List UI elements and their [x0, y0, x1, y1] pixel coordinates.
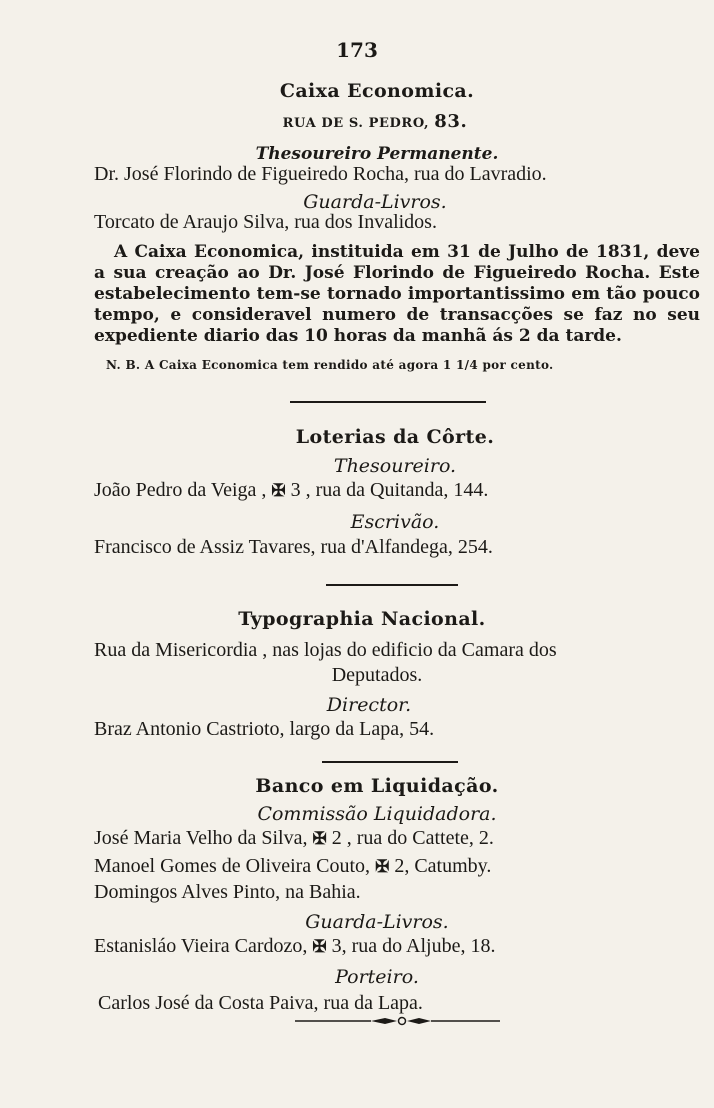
caixa-paragraph: A Caixa Economica, instituida em 31 de Julho de 1831, deve a sua creação ao Dr. José Florindo de Figueiredo Rocha. Este estabelecimento tem-se tornado importantissimo em tão pouco tempo, e consideravel numero de transacções se faz no seu expediente diario das 10 horas da manhã ás 2 da tarde.	[94, 242, 700, 346]
banco-member-3: Domingos Alves Pinto, na Bahia.	[94, 881, 361, 903]
banco-role-porter: Porteiro.	[335, 966, 419, 988]
loterias-person-treasurer-rest: 3 , rua da Quitanda, 144.	[290, 479, 489, 501]
banco-member-1-rest: 2 , rua do Cattete, 2.	[331, 827, 494, 849]
banco-member-1-name: José Maria Velho da Silva,	[94, 827, 308, 849]
loterias-person-treasurer	[94, 479, 488, 502]
order-cross-icon: ✠	[312, 937, 327, 956]
caixa-address-text: RUA DE S. PEDRO,	[282, 116, 430, 131]
page-number: 173	[336, 38, 378, 62]
banco-person-porter: Carlos José da Costa Paiva, rua da Lapa.	[98, 992, 423, 1014]
typographia-address-line1: Rua da Misericordia , nas lojas do edificio da Camara dos	[94, 639, 557, 661]
loterias-role-treasurer: Thesoureiro.	[333, 455, 457, 477]
caixa-title: Caixa Economica.	[279, 80, 475, 102]
banco-person-bookkeeper-rest: 3, rua do Aljube, 18.	[331, 935, 496, 957]
caixa-role-bookkeeper: Guarda-Livros.	[303, 191, 447, 213]
loterias-role-clerk: Escrivão.	[350, 511, 440, 533]
section-divider	[290, 401, 486, 403]
caixa-person-bookkeeper: Torcato de Araujo Silva, rua dos Invalidos.	[94, 211, 437, 233]
typographia-address-line2: Deputados.	[331, 664, 423, 686]
loterias-person-treasurer-name: João Pedro da Veiga ,	[94, 479, 267, 501]
order-cross-icon: ✠	[375, 857, 390, 876]
caixa-person-treasurer: Dr. José Florindo de Figueiredo Rocha, rua do Lavradio.	[94, 163, 547, 185]
loterias-title: Loterias da Côrte.	[295, 426, 495, 448]
banco-person-bookkeeper	[94, 935, 496, 958]
banco-member-2-name: Manoel Gomes de Oliveira Couto,	[94, 855, 371, 877]
section-divider	[322, 761, 458, 763]
loterias-person-clerk: Francisco de Assiz Tavares, rua d'Alfandega, 254.	[94, 536, 493, 558]
banco-role-bookkeeper: Guarda-Livros.	[305, 911, 449, 933]
caixa-role-treasurer: Thesoureiro Permanente.	[255, 144, 499, 164]
caixa-note: N. B. A Caixa Economica tem rendido até agora 1 1/4 por cento.	[106, 358, 554, 372]
typographia-person-director: Braz Antonio Castrioto, largo da Lapa, 54.	[94, 718, 435, 740]
banco-title: Banco em Liquidação.	[255, 775, 499, 797]
closing-ornament-icon	[295, 1014, 500, 1028]
banco-member-1	[94, 827, 494, 850]
caixa-address-number: 83.	[434, 111, 468, 132]
banco-role-commission: Commissão Liquidadora.	[257, 803, 497, 825]
section-divider	[326, 584, 458, 586]
order-cross-icon: ✠	[312, 829, 327, 848]
typographia-title: Typographia Nacional.	[238, 608, 486, 630]
banco-member-2-rest: 2, Catumby.	[394, 855, 492, 877]
banco-person-bookkeeper-name: Estanisláo Vieira Cardozo,	[94, 935, 308, 957]
banco-member-2	[94, 855, 491, 878]
caixa-address	[0, 111, 714, 132]
typographia-role-director: Director.	[326, 694, 412, 716]
order-cross-icon: ✠	[271, 481, 286, 500]
